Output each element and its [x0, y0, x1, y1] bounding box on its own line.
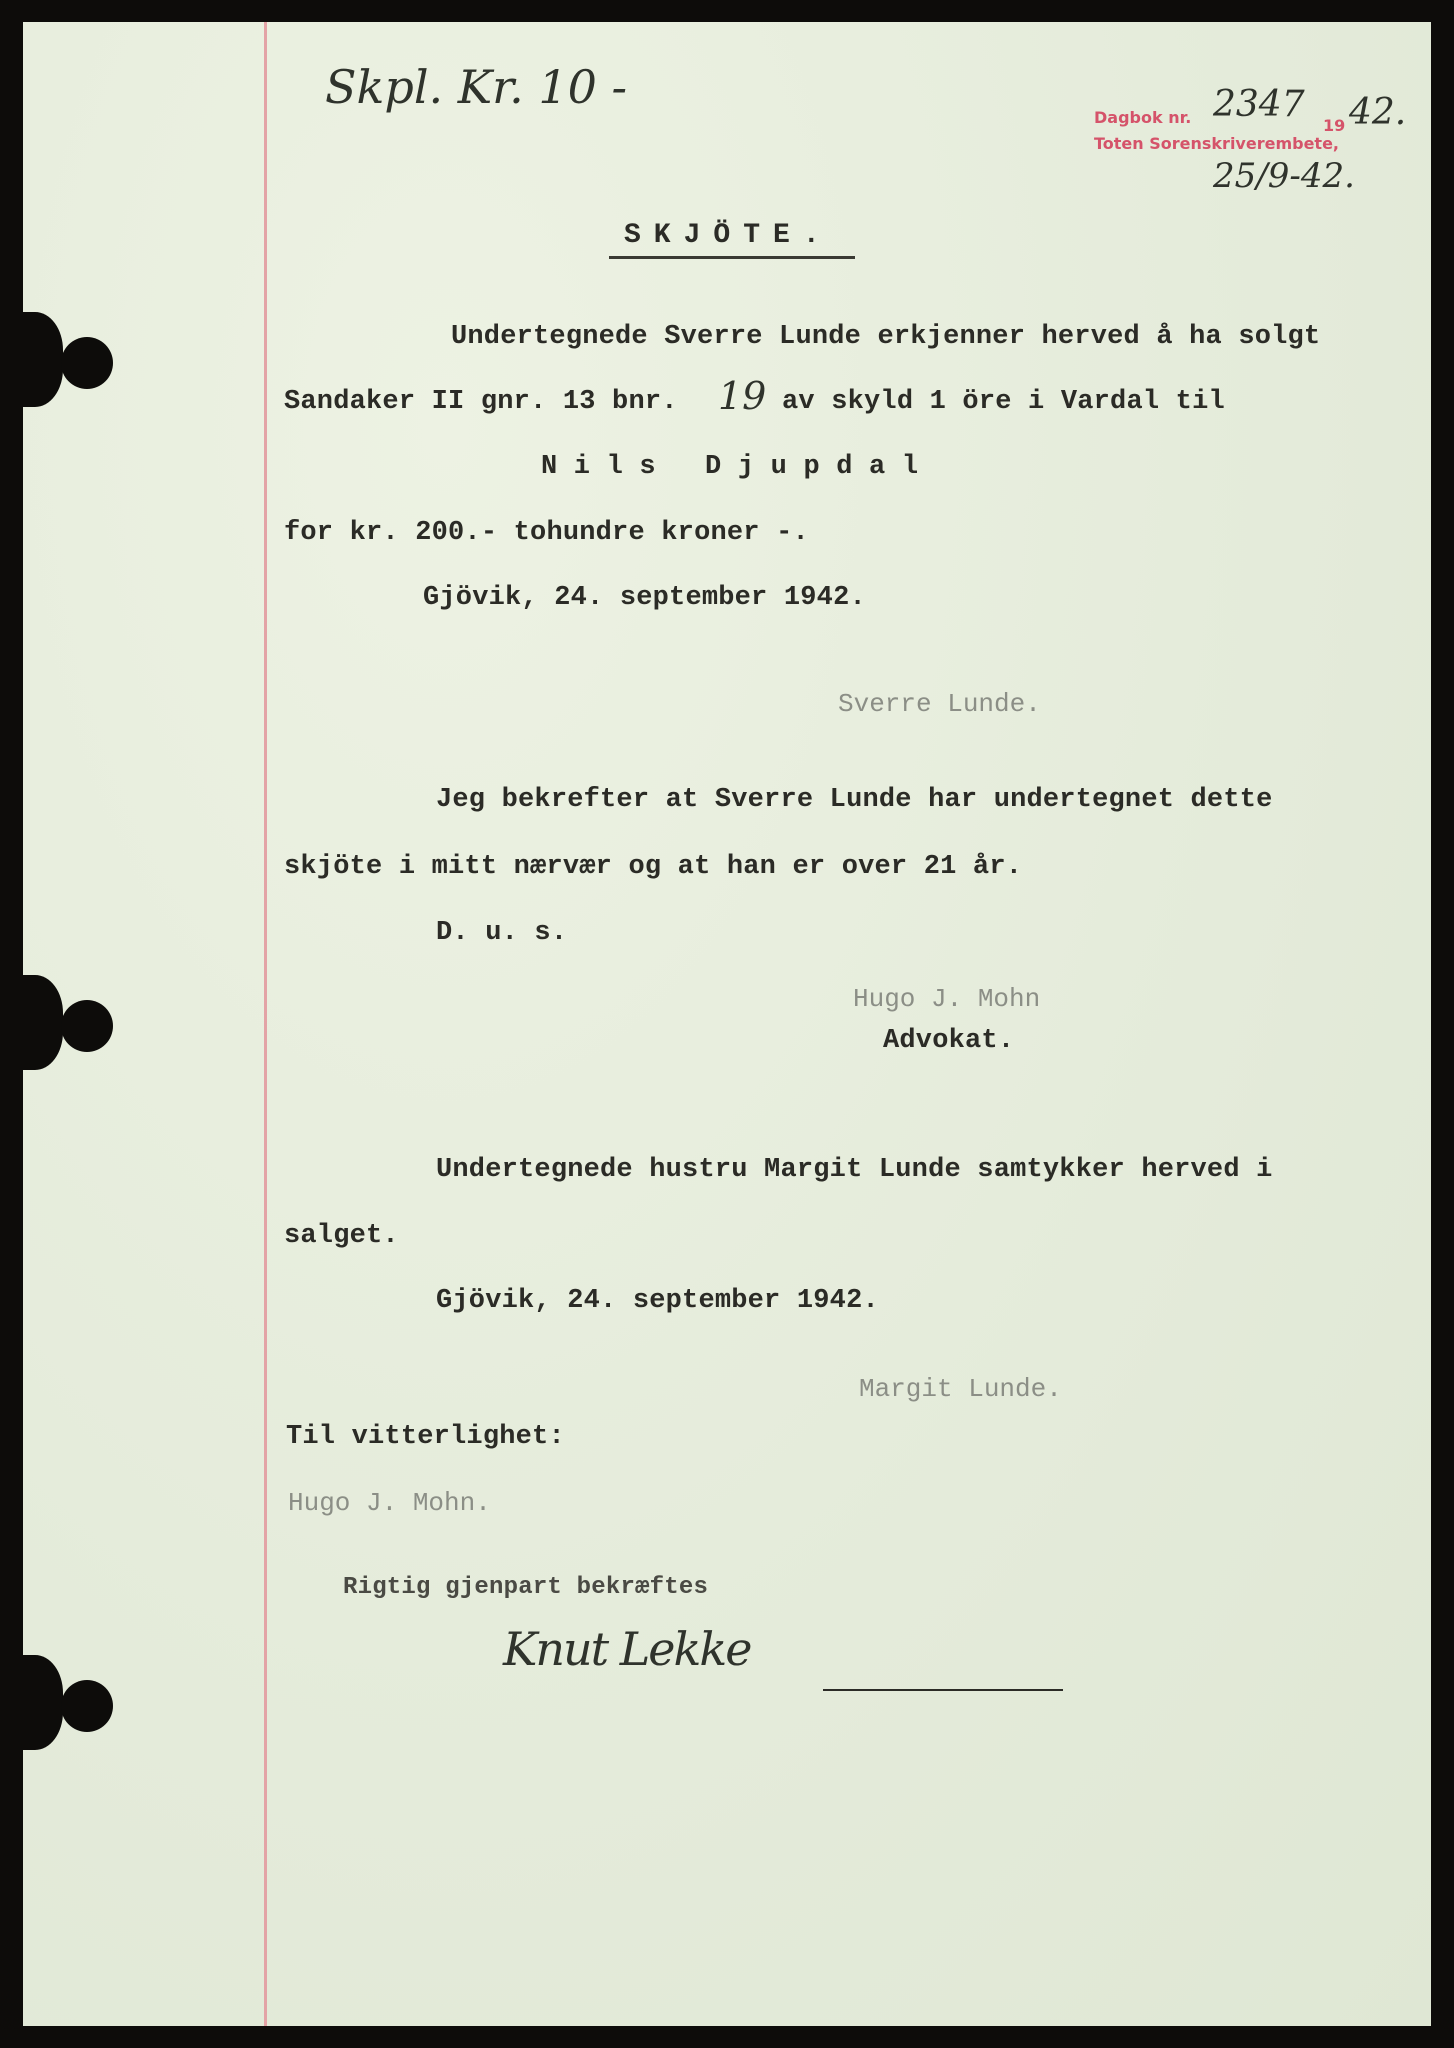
signature-flourish-line: [823, 1689, 1063, 1691]
binder-hole-bottom: [0, 1655, 113, 1750]
seller-signature: Sverre Lunde.: [838, 689, 1041, 719]
document-page: [23, 22, 1431, 2026]
binder-hole-top: [0, 312, 113, 407]
document-title: SKJÖTE.: [624, 220, 833, 251]
stamp-diary-label: Dagbok nr.: [1094, 108, 1192, 127]
price-line: for kr. 200.- tohundre kroner -.: [284, 518, 809, 548]
witness-signature: Hugo J. Mohn: [853, 984, 1041, 1014]
binder-hole-middle: [0, 975, 113, 1070]
witness-statement-line-2: skjöte i mitt nærvær og at han er over 21 år.: [284, 852, 1023, 882]
witness-statement-line-1: Jeg bekrefter at Sverre Lunde har undertegnet dette: [436, 785, 1273, 815]
wife-signature: Margit Lunde.: [859, 1374, 1062, 1404]
dus-abbreviation: D. u. s.: [436, 918, 568, 948]
paragraph-sale-line-2a: Sandaker II gnr. 13 bnr.: [284, 387, 678, 417]
handwritten-bnr-number: 19: [718, 374, 767, 418]
stamp-year-prefix: 19: [1323, 116, 1346, 135]
consent-line-2: salget.: [284, 1221, 399, 1251]
stamp-diary-number: 2347: [1213, 84, 1305, 125]
paragraph-sale-line-1: Undertegnede Sverre Lunde erkjenner herved å ha solgt: [451, 322, 1321, 352]
witness-title: Advokat.: [883, 1026, 1015, 1056]
red-margin-line: [264, 22, 267, 2026]
stamp-date: 25/9-42.: [1213, 156, 1355, 196]
paragraph-sale-line-2b: av skyld 1 öre i Vardal til: [782, 387, 1225, 417]
certified-copy-text: Rigtig gjenpart bekræftes: [343, 1574, 709, 1601]
clerk-signature: Knut Lekke: [503, 1622, 751, 1676]
consent-line-1: Undertegnede hustru Margit Lunde samtykker herved i: [436, 1155, 1273, 1185]
buyer-name: N i l s D j u p d a l: [541, 452, 919, 482]
handwritten-reference: Skpl. Kr. 10 -: [325, 60, 628, 114]
place-date-1: Gjövik, 24. september 1942.: [423, 583, 866, 613]
til-vitterlighet-label: Til vitterlighet:: [286, 1422, 565, 1452]
place-date-2: Gjövik, 24. september 1942.: [436, 1286, 879, 1316]
title-underline: [609, 256, 855, 259]
attest-signature: Hugo J. Mohn.: [288, 1488, 491, 1518]
stamp-year-suffix: 42.: [1349, 92, 1407, 133]
stamp-office-name: Toten Sorenskriverembete,: [1094, 134, 1340, 153]
